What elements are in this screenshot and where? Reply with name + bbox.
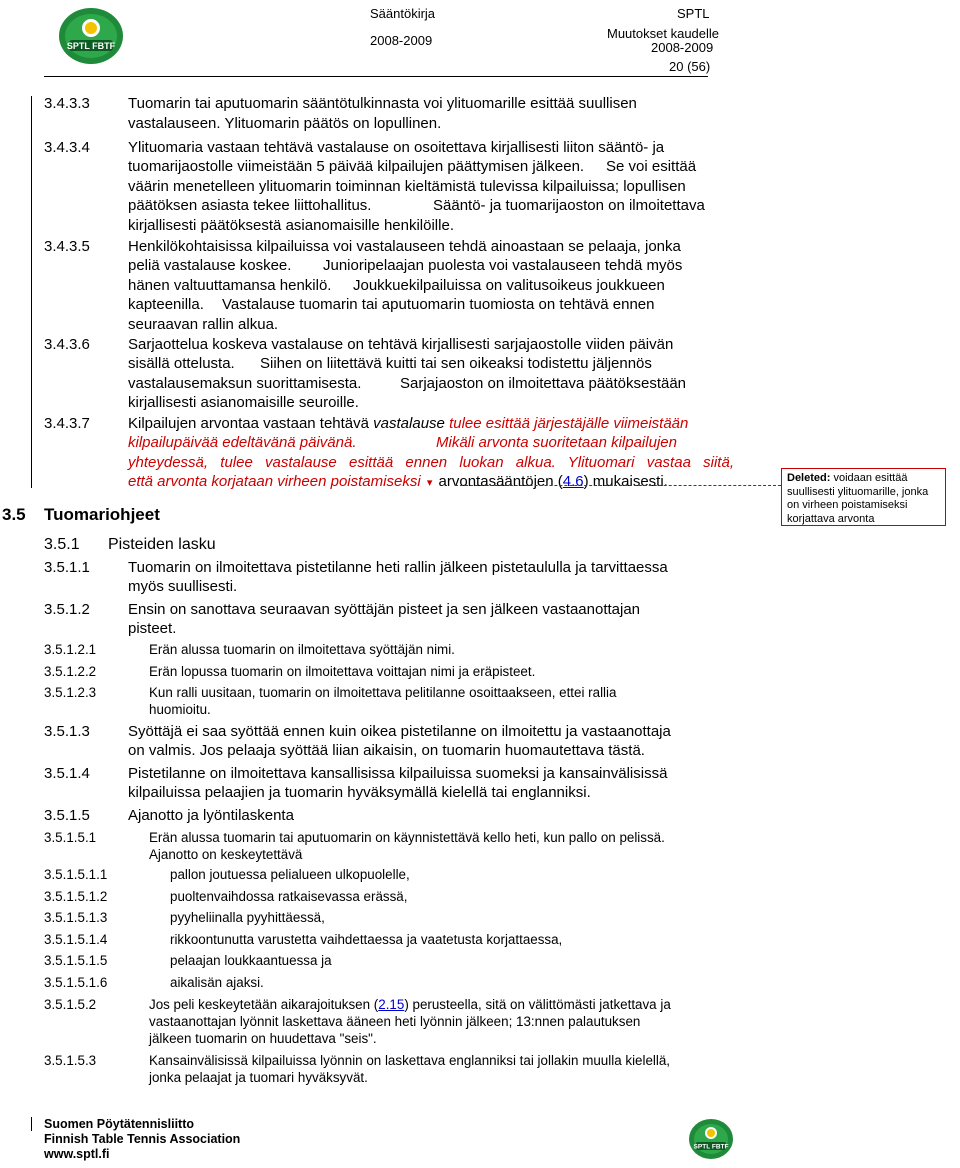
sec-3-5-1-5-1-line1: Erän alussa tuomarin tai aputuomarin on käynnistettävä kello heti, kun pallo on pelissä. [149,830,665,845]
sec-3-4-3-7-l4-text-b: ) mukaisesti. [583,473,668,490]
sec-3-5-1-num: 3.5.1 [44,536,80,553]
sec-3-5-1-title: Pisteiden lasku [108,536,216,553]
header-org: SPTL [677,6,710,21]
sec-3-5-1-5-2-line3: jälkeen tuomarin on huudettava "seis". [149,1031,377,1046]
sec-3-4-3-6-num: 3.4.3.6 [44,336,90,353]
list-item: puoltenvaihdossa ratkaisevassa erässä, [170,889,408,904]
sec-3-5-1-2-3-line1: Kun ralli uusitaan, tuomarin on ilmoitettava pelitilanne osoittaakseen, ettei rallia [149,685,617,700]
sec-3-4-3-5-num: 3.4.3.5 [44,238,90,255]
footer-website: www.sptl.fi [44,1147,110,1161]
sec-3-5-1-5-2-l1a: Jos peli keskeytetään aikarajoituksen ( [149,997,379,1012]
sec-3-5-1-3-num: 3.5.1.3 [44,723,90,740]
page-number: 20 (56) [669,59,711,74]
sec-3-5-1-5-3-line1: Kansainvälisissä kilpailuissa lyönnin on laskettava englanniksi tai jollakin muulla kielellä, [149,1053,671,1068]
sec-3-4-3-6-inserted-a: Siihen on liitettävä kuitti tai sen oikeaksi todistettu jäljennös [260,355,652,372]
sec-3-4-3-6-line3: vastalausemaksun suorittamisesta. [128,375,362,392]
change-bar [31,96,32,488]
logo-text: SPTL FBTF [66,41,116,51]
sec-3-5-1-1-line1: Tuomarin on ilmoitettava pistetilanne heti rallin jälkeen pistetaululla ja tarvittaessa [128,559,668,576]
sec-3-5-1-5-1-num: 3.5.1.5.1 [44,830,97,845]
sec-3-5-1-5-2-num: 3.5.1.5.2 [44,997,97,1012]
footer-org-fi: Suomen Pöytätennisliitto [44,1117,195,1131]
list-item-num: 3.5.1.5.1.6 [44,975,108,990]
sec-3-5-1-2-line2: pisteet. [128,620,177,637]
sec-3-5-1-5-1-line2: Ajanotto on keskeytettävä [149,847,303,862]
list-item-num: 3.5.1.5.1.2 [44,889,108,904]
sptl-footer-logo-icon [688,1118,734,1160]
sec-3-4-3-5-line4: kapteenilla. [128,296,204,313]
sec-3-4-3-7-line1 [128,414,688,433]
sec-3-5-1-2-1-text: Erän alussa tuomarin on ilmoitettava syöttäjän nimi. [149,642,455,657]
sec-3-4-3-4-num: 3.4.3.4 [44,139,90,156]
sec-3-4-3-7-line4 [128,472,668,493]
sec-3-4-3-5-line5: seuraavan rallin alkua. [128,316,279,333]
sec-3-4-3-4-line3: väärin menetelleen ylituomarin toiminnan kieltämistä tulevissa kilpailuissa; lopullisen [128,178,686,195]
sec-3-5-1-5-title: Ajanotto ja lyöntilaskenta [128,807,294,824]
sec-3-4-3-7-l1-italic: vastalause [373,415,445,432]
header-changes-label: Muutokset kaudelle [607,26,720,41]
sec-3-5-1-5-2-line1 [149,996,733,1013]
footer-change-bar [31,1117,32,1131]
deletion-leader-line [455,485,781,486]
list-item: rikkoontunutta varustetta vaihdettaessa ja vaatetusta korjattaessa, [170,932,563,947]
sec-3-5-1-3-line1: Syöttäjä ei saa syöttää ennen kuin oikea pistetilanne on ilmoitettu ja vastaanottaja [128,723,671,740]
deletion-marker-icon: ▾ [426,477,433,489]
sec-3-4-3-7-line3: yhteydessä, tulee vastalause esittää ennen luokan alkua. Ylituomari vastaa siitä, [128,454,734,471]
sec-3-5-1-2-2-num: 3.5.1.2.2 [44,664,97,679]
header-season: 2008-2009 [370,33,433,48]
sec-3-5-1-2-num: 3.5.1.2 [44,601,90,618]
sec-3-4-3-7-l4-inserted: että arvonta korjataan virheen poistamiseksi [128,473,421,490]
sec-3-5-1-2-3-line2: huomioitu. [149,702,211,717]
sec-3-4-3-5-line3: hänen valtuuttamansa henkilö. [128,277,332,294]
link-4-6[interactable]: 4.6 [562,473,584,490]
list-item-num: 3.5.1.5.1.4 [44,932,108,947]
link-2-15[interactable]: 2.15 [378,997,405,1012]
sec-3-4-3-3-line2: vastalauseen. Ylituomarin päätös on lopullinen. [128,115,442,132]
sec-3-4-3-6-line4: kirjallisesti asianomaisille seuroille. [128,394,359,411]
deleted-label: Deleted: [787,472,831,484]
sec-3-4-3-7-num: 3.4.3.7 [44,415,90,432]
footer-logo [688,1118,734,1160]
sec-3-4-3-5-inserted-b: Joukkuekilpailuissa on valitusoikeus joukkueen [353,277,665,294]
sec-3-4-3-4-line5: kirjallisesti päätöksestä asianomaisille henkilöille. [128,217,454,234]
sec-3-5-1-5-num: 3.5.1.5 [44,807,90,824]
sec-3-4-3-5-line2: peliä vastalause koskee. [128,257,292,274]
deleted-comment-balloon [781,468,946,526]
sec-3-5-1-2-2-text: Erän lopussa tuomarin on ilmoitettava voittajan nimi ja eräpisteet. [149,664,536,679]
sec-3-5-1-5-3-line2: jonka pelaajat ja tuomari hyväksyvät. [149,1070,368,1085]
sec-3-5-1-2-line1: Ensin on sanottava seuraavan syöttäjän pisteet ja sen jälkeen vastaanottajan [128,601,641,618]
sec-3-4-3-4-line4: päätöksen asiasta tekee liittohallitus. [128,197,372,214]
sec-3-4-3-4-line1: Ylituomaria vastaan tehtävä vastalause on osoitettava kirjallisesti liiton sääntö- ja [128,139,665,156]
sec-3-4-3-6-inserted-b: Sarjajaoston on ilmoitettava päätöksestään [400,375,687,392]
sec-3-5-1-1-line2: myös suullisesti. [128,578,238,595]
footer-org-en: Finnish Table Tennis Association [44,1132,241,1146]
sec-3-4-3-4-inserted-b: Sääntö- ja tuomarijaoston on ilmoitettava [433,197,705,214]
sec-3-4-3-6-line2: sisällä ottelusta. [128,355,235,372]
sec-3-5-title: Tuomariohjeet [44,505,160,524]
sec-3-5-1-4-num: 3.5.1.4 [44,765,90,782]
sec-3-4-3-7-l1-inserted: tulee esittää järjestäjälle viimeistään [449,415,689,432]
sec-3-4-3-4-line2: tuomarijaostolle viimeistään 5 päivää kilpailujen päättymisen jälkeen. [128,158,585,175]
sec-3-5-1-3-line2: on valmis. Jos pelaaja syöttää liian aikaisin, on tuomarin huomautettava tästä. [128,742,645,759]
sec-3-4-3-6-line1: Sarjaottelua koskeva vastalause on tehtävä kirjallisesti sarjajaostolle viiden päivän [128,336,674,353]
list-item: pallon joutuessa pelialueen ulkopuolelle, [170,867,410,882]
header-logo [57,6,125,66]
list-item-num: 3.5.1.5.1.3 [44,910,108,925]
list-item: pelaajan loukkaantuessa ja [170,953,332,968]
sec-3-5-1-2-1-num: 3.5.1.2.1 [44,642,97,657]
deleted-text: voidaan esittää suullisesti ylituomarille, jonka on virheen poistamiseksi korjattava arvonta [787,472,929,525]
sec-3-4-3-4-inserted-a: Se voi esittää [606,158,697,175]
list-item-num: 3.5.1.5.1.5 [44,953,108,968]
header-doc-title: Sääntökirja [370,6,436,21]
header-changes-season: 2008-2009 [651,40,714,55]
sec-3-5-num: 3.5 [2,505,26,524]
sec-3-5-1-4-line2: kilpailuissa pelaajien ja tuomarin hyväksymällä kielellä tai englanniksi. [128,784,591,801]
sec-3-4-3-3-num: 3.4.3.3 [44,95,90,112]
list-item: pyyheliinalla pyyhittäessä, [170,910,325,925]
sec-3-5-1-2-3-num: 3.5.1.2.3 [44,685,97,700]
list-item: aikalisän ajaksi. [170,975,264,990]
sec-3-5-1-5-2-l1b: ) perusteella, sitä on välittömästi jatkettava ja [404,997,671,1012]
sec-3-5-1-4-line1: Pistetilanne on ilmoitettava kansallisissa kilpailuissa suomeksi ja kansainvälisissä [128,765,668,782]
sec-3-5-1-1-num: 3.5.1.1 [44,559,90,576]
sec-3-5-1-5-2-line2: vastaanottajan lyönnit laskettava ääneen heti lyönnin jälkeen; 13:nnen palautuksen [149,1014,641,1029]
sec-3-4-3-5-inserted-c: Vastalause tuomarin tai aputuomarin tuomiosta on tehtävä ennen [222,296,655,313]
sec-3-4-3-5-inserted-a: Junioripelaajan puolesta voi vastalauseen tehdä myös [323,257,683,274]
header-rule [44,76,708,77]
sec-3-4-3-5-line1: Henkilökohtaisissa kilpailuissa voi vastalauseen tehdä ainoastaan se pelaaja, jonka [128,238,681,255]
sec-3-5-1-5-3-num: 3.5.1.5.3 [44,1053,97,1068]
sptl-logo-icon [57,6,125,66]
sec-3-4-3-7-line2a: kilpailupäivää edeltävänä päivänä. [128,434,357,451]
sec-3-4-3-7-line2b: Mikäli arvonta suoritetaan kilpailujen [436,434,677,451]
footer-logo-text: SPTL FBTF [693,1143,729,1151]
sec-3-4-3-7-l1-text: Kilpailujen arvontaa vastaan tehtävä [128,415,369,432]
sec-3-4-3-3-line1: Tuomarin tai aputuomarin sääntötulkinnasta voi ylituomarille esittää suullisen [128,95,637,112]
sec-3-4-3-7-l4-text-a: arvontasääntöjen ( [438,473,563,490]
list-item-num: 3.5.1.5.1.1 [44,867,108,882]
